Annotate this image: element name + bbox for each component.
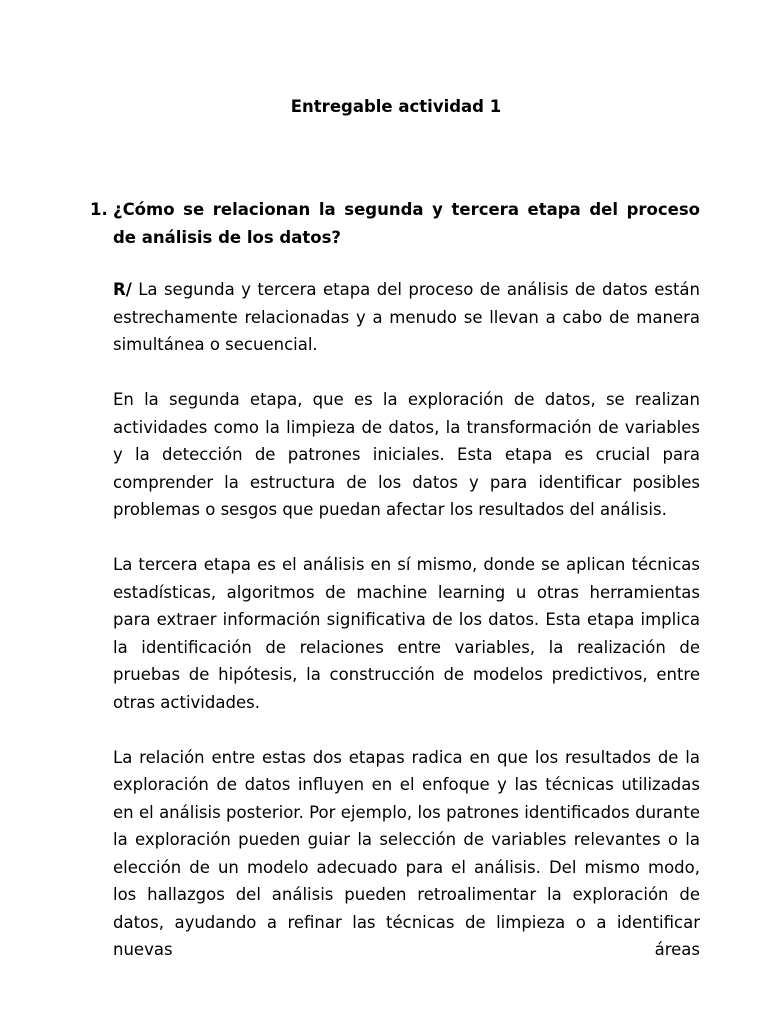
answer-block (113, 276, 700, 991)
question-number: 1. (90, 200, 108, 219)
question-text: ¿Cómo se relacionan la segunda y tercera etapa del proceso de análisis de los datos? (113, 200, 700, 247)
answer-paragraph: La tercera etapa es el análisis en sí mismo, donde se aplican técnicas estadísticas, algoritmos de machine learning u otras herramientas para extraer información significativa de los datos. Esta etapa implica la identificación de relaciones entre variables, la realización de pruebas de hipótesis, la construcción de modelos predictivos, entre otras actividades. (113, 555, 700, 712)
answer-paragraph: En la segunda etapa, que es la exploración de datos, se realizan actividades como la limpieza de datos, la transformación de variables y la detección de patrones iniciales. Esta etapa es crucial para comprender la estructura de los datos y para identificar posibles problemas o sesgos que puedan afectar los resultados del análisis. (113, 390, 700, 519)
question-item (90, 196, 700, 251)
answer-label: R/ (113, 280, 132, 299)
document-title: Entregable actividad 1 (290, 97, 502, 116)
answer-paragraph (113, 276, 700, 359)
answer-paragraph-text: La segunda y tercera etapa del proceso de análisis de datos están estrechamente relacionadas y a menudo se llevan a cabo de manera simultánea o secuencial. (113, 280, 701, 354)
answer-paragraph: La relación entre estas dos etapas radica en que los resultados de la exploración de datos influyen en el enfoque y las técnicas utilizadas en el análisis posterior. Por ejemplo, los patrones identificados durante la exploración pueden guiar la selección de variables relevantes o la elección de un modelo adecuado para el análisis. Del mismo modo, los hallazgos del análisis pueden retroalimentar la exploración de datos, ayudando a refinar las técnicas de limpieza o a identificar nuevas áreas (113, 747, 700, 959)
